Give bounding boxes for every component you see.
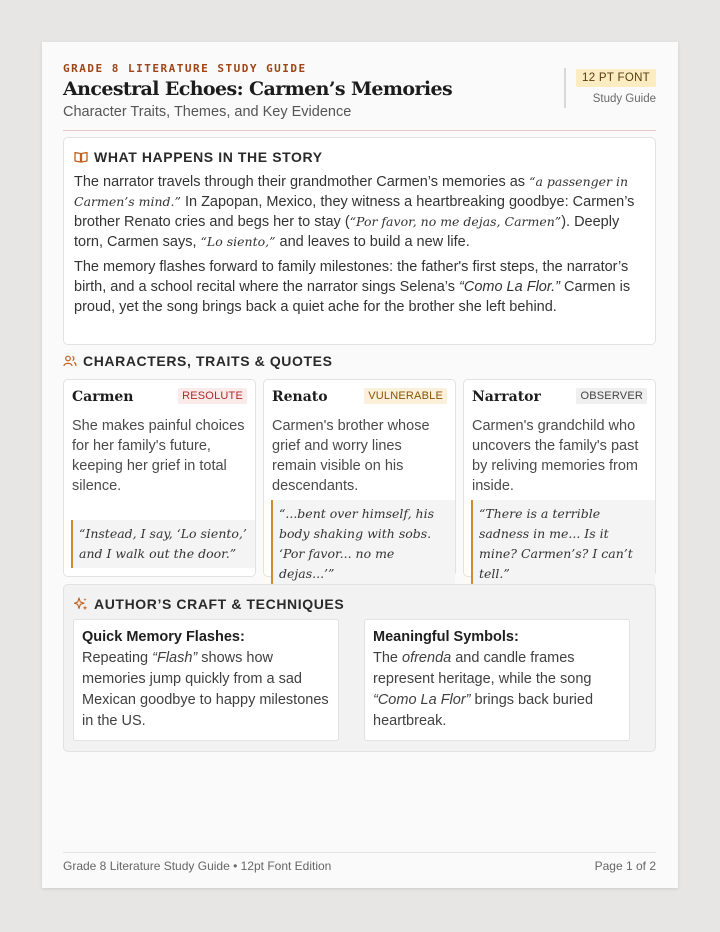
font-size-badge: 12 PT FONT: [576, 69, 656, 87]
story-summary-card: [63, 137, 656, 345]
study-guide-label: Study Guide: [592, 93, 656, 105]
header-kicker: GRADE 8 LITERATURE STUDY GUIDE: [63, 62, 307, 75]
page-header: [63, 62, 656, 131]
characters-heading-text: CHARACTERS, TRAITS & QUOTES: [83, 353, 333, 369]
craft-box-title: Quick Memory Flashes:: [82, 629, 245, 645]
story-p1-quote-3: “Lo siento,”: [200, 234, 276, 249]
character-description: Carmen's brother whose grief and worry lines remain visible on his descendants.: [272, 418, 430, 494]
craft-box-symbols: [364, 619, 630, 741]
story-paragraph-2: [74, 257, 646, 317]
craft-heading: [74, 596, 344, 612]
character-name: Renato: [272, 389, 328, 405]
sparkle-icon: [74, 597, 88, 611]
craft-box2-text-3: brings back buried heartbreak.: [373, 692, 594, 729]
character-quote: “...bent over himself, his body shaking with sobs. ‘Por favor... no me dejas...’”: [271, 500, 455, 588]
page-title: Ancestral Echoes: Carmen’s Memories: [63, 78, 453, 100]
story-p1-quote-2: “Por favor, no me dejas, Carmen”: [349, 214, 562, 229]
character-card-carmen: [63, 379, 256, 577]
trait-badge: RESOLUTE: [178, 388, 247, 404]
character-quote: “Instead, I say, ‘Lo siento,’ and I walk out the door.”: [71, 520, 255, 568]
craft-box2-emphasis-2: “Como La Flor”: [373, 692, 471, 708]
craft-box2-text-2: and candle frames represent heritage, while the song: [373, 650, 592, 687]
craft-box2-emphasis-1: ofrenda: [402, 650, 452, 666]
page-footer: [63, 852, 656, 873]
craft-box1-emphasis: “Flash”: [152, 650, 198, 666]
characters-heading: [63, 353, 333, 369]
people-icon: [63, 355, 77, 367]
header-meta: [564, 68, 656, 108]
character-description: Carmen's grandchild who uncovers the family's past by reliving memories from inside.: [472, 418, 639, 494]
book-icon: [74, 151, 88, 163]
story-body: [74, 172, 646, 322]
craft-box2-text-1: The: [373, 650, 403, 666]
story-p1-text-4: and leaves to build a new life.: [275, 234, 470, 250]
craft-heading-text: AUTHOR’S CRAFT & TECHNIQUES: [94, 596, 345, 612]
footer-edition: Grade 8 Literature Study Guide • 12pt Font Edition: [63, 859, 332, 873]
study-guide-page: [42, 42, 678, 888]
story-p1-text-2: In Zapopan, Mexico, they witness a heartbreaking goodbye: Carmen’s brother Renato cries and begs her to stay (: [74, 194, 635, 230]
craft-box-memory-flashes: [73, 619, 339, 741]
character-description: She makes painful choices for her family's future, keeping her grief in total silence.: [72, 418, 245, 494]
story-p1-quote-1: “a passenger in Carmen’s mind.”: [74, 174, 629, 209]
story-heading: [74, 149, 323, 165]
craft-box-title: Meaningful Symbols:: [373, 629, 519, 645]
story-p2-text-1: The memory flashes forward to family milestones: the father's first steps, the narrator’s birth, and a school recital where the narrator sings Selena’s: [74, 259, 629, 295]
page-number: Page 1 of 2: [594, 859, 656, 873]
story-heading-text: WHAT HAPPENS IN THE STORY: [94, 149, 323, 165]
craft-box-text: [82, 648, 330, 732]
character-card-renato: [263, 379, 456, 581]
story-p1-text-1: The narrator travels through their grandmother Carmen’s memories as: [74, 174, 530, 190]
character-card-narrator: [463, 379, 656, 581]
character-name: Narrator: [472, 389, 541, 405]
authors-craft-card: [63, 584, 656, 752]
story-p2-song-title: “Como La Flor.”: [459, 279, 560, 295]
character-quote: “There is a terrible sadness in me... Is it mine? Carmen’s? I can’t tell.”: [471, 500, 655, 588]
trait-badge: OBSERVER: [576, 388, 647, 404]
trait-badge: VULNERABLE: [364, 388, 447, 404]
story-p2-text-2: Carmen is proud, yet the song brings back a quiet ache for the brother she left behind.: [74, 279, 631, 315]
story-paragraph-1: [74, 172, 646, 252]
craft-box1-text-1: Repeating: [82, 650, 153, 666]
page-subtitle: Character Traits, Themes, and Key Evidence: [63, 104, 352, 120]
craft-box1-text-2: shows how memories jump quickly from a sad Mexican goodbye to happy milestones in the US.: [82, 650, 329, 729]
story-p1-text-3: ). Deeply torn, Carmen says,: [74, 214, 620, 250]
craft-box-text: [373, 648, 621, 732]
character-name: Carmen: [72, 389, 134, 405]
